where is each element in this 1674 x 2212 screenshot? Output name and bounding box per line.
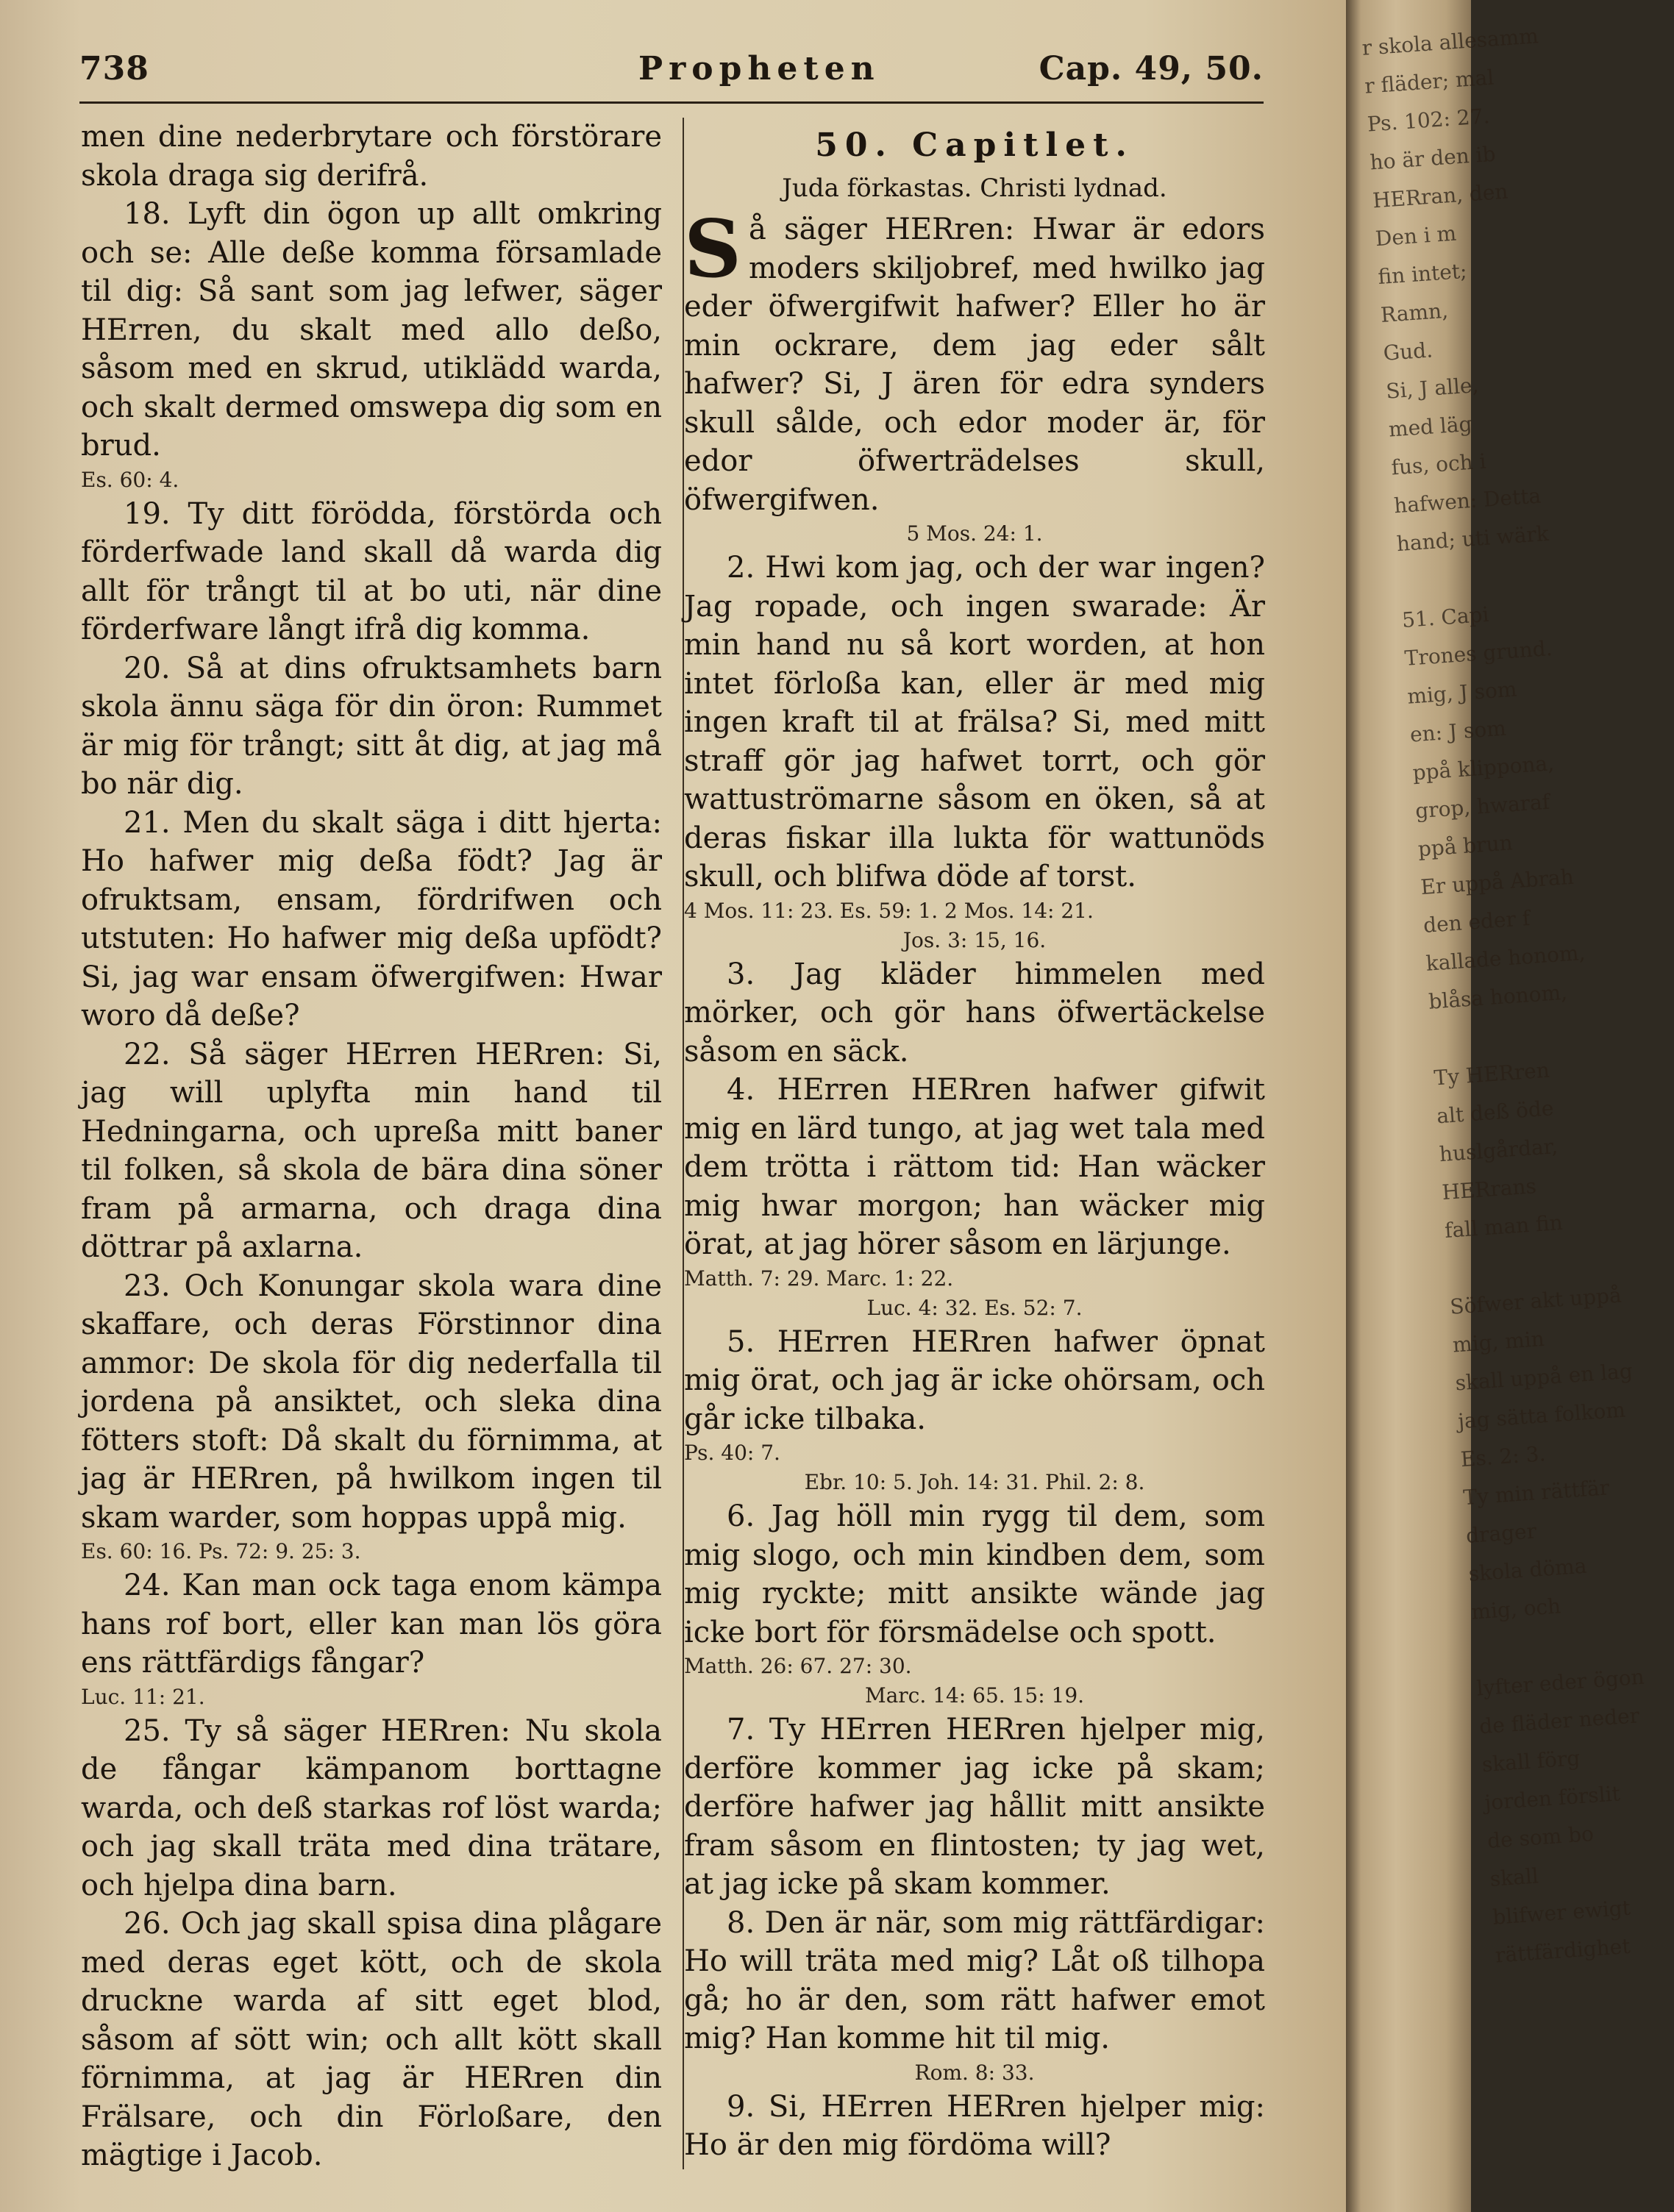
verse: 19. Ty ditt förödda, förstörda och förderfwade land skall då warda dig allt för trångt til at bo uti, när dine förderfware långt ifrå dig komma. <box>81 496 662 646</box>
verse: 18. Lyft din ögon up allt omkring och se: Alle deße komma församlade til dig: Så sant som jag lefwer, säger HErren, du skalt med allo deßo, såsom med en skrud, utiklädd warda, och skalt dermed omswepa dig som en brud. <box>81 197 662 463</box>
verse: 6. Jag höll min rygg til dem, som mig slogo, och min kindben dem, som mig ryckte; mitt ansikte wände jag icke bort för försmädelse och spott. <box>684 1499 1265 1649</box>
verse: 4. HErren HERren hafwer gifwit mig en lärd tungo, at jag wet tala med dem trötta i rättom tid: Han wäcker mig hwar morgon; han wäcker mig örat, at jag hörer såsom en lärjunge. <box>684 1073 1265 1261</box>
cross-reference: Luc. 4: 32. Es. 52: 7. <box>866 1295 1083 1320</box>
cross-reference: Luc. 11: 21. <box>81 1684 205 1709</box>
verse: 7. Ty HErren HERren hjelper mig, derföre kommer jag icke på skam; derföre hafwer jag hållit mitt ansikte fram såsom en flintosten; ty jag wet, at jag icke på skam kommer. <box>684 1713 1265 1901</box>
cross-reference: Ps. 40: 7. <box>684 1441 780 1465</box>
drop-cap: S <box>684 203 741 296</box>
cross-reference: 4 Mos. 11: 23. Es. 59: 1. 2 Mos. 14: 21. <box>684 898 1094 923</box>
running-head <box>79 46 1264 97</box>
cross-reference: Ebr. 10: 5. Joh. 14: 31. Phil. 2: 8. <box>804 1470 1145 1494</box>
chapter-opening-verse <box>684 203 1265 519</box>
verse: 25. Ty så säger HERren: Nu skola de fångar kämpanom borttagne warda, och deß starkas rof löst warda; och jag skall träta med dina trätare, och hjelpa dina barn. <box>81 1713 662 1902</box>
facing-page-fragment: r skola allesamm r fläder; mal Ps. 102: 27. ho är den ib HERran, den Den i m fin intet; Ramn, Gud. Si, J alle, med läg fus, och i hafwen: Detta hand; uti wärk 51. Capi Trones grund. mig, J som en: J som ppå klippona, grop, hwaraf ppå brun Er uppå Abrah den eder f kallade honom, blåsa honom, Ty HERren alt deß öde huslgårdar, HERrans fall man fin Söfwer akt uppå mig, min skall uppå en lag jag sätta folkom Es. 2: 3. Ty min rättfär drager skola döma mig, och lyfter eder ögon de fläder neder skall förg jorden förslit de som bo skall blifwer ewigt rättfärdighet <box>1361 24 1645 1968</box>
verse: 8. Den är när, som mig rättfärdigar: Ho will träta med mig? Låt oß tilhopa gå; ho är den, som rätt hafwer emot mig? Han komme hit til mig. <box>684 1905 1265 2055</box>
cross-reference: Rom. 8: 33. <box>914 2060 1035 2085</box>
left-column <box>81 118 662 2175</box>
verse: 26. Och jag skall spisa dina plågare med deras eget kött, och de skola druckne warda af sitt eget blod, såsom af sött win; och allt kött skall förnimma, at jag är HERren din Frälsare, och din Förloßare, den mägtige i Jacob. <box>81 1907 662 2172</box>
verse: 9. Si, HErren HERren hjelper mig: Ho är den mig fördöma will? <box>684 2089 1265 2162</box>
verse: 23. Och Konungar skola wara dine skaffare, och deras Förstinnor dina ammor: De skola för dig nederfalla til jordena på ansiktet, och sleka dina fötters stoft: Då skalt du förnimma, at jag är HERren, på hwilkom ingen til skam warder, som hoppas uppå mig. <box>81 1269 662 1535</box>
verse: 20. Så at dins ofruktsamhets barn skola ännu säga för din öron: Rummet är mig för trångt; sitt åt dig, at jag må bo när dig. <box>81 651 662 801</box>
chapter-range: Cap. 49, 50. <box>1039 50 1264 88</box>
verse: 3. Jag kläder himmelen med mörker, och gör hans öfwertäckelse såsom en säck. <box>684 957 1265 1068</box>
cross-reference: Es. 60: 4. <box>81 467 179 492</box>
chapter-title: 50. Capitlet. <box>815 126 1134 164</box>
right-column-items <box>684 519 1265 2165</box>
cross-reference: Es. 60: 16. Ps. 72: 9. 25: 3. <box>81 1539 361 1563</box>
verse: 2. Hwi kom jag, och der war ingen? Jag ropade, och ingen swarade: Är min hand nu så kort worden, at hon intet förloßa kan, eller är med mig ingen kraft til at frälsa? Si, med mitt straff gör jag hafwet torrt, och gör wattuströmarne såsom en öken, så at deras fiskar illa lukta för wattunöds skull, och blifwa döde af torst. <box>684 551 1265 893</box>
verse-continuation: men dine nederbrytare och förstörare skola draga sig derifrå. <box>81 120 662 193</box>
cross-reference: Jos. 3: 15, 16. <box>902 927 1047 952</box>
header-rule <box>79 101 1264 104</box>
opening-verse-text: å säger HERren: Hwar är edors moders skiljobref, med hwilko jag eder öfwergifwit hafwer? Eller ho är min ockrare, dem jag eder sålt hafwer? Si, J ären för edra synders skull sålde, och edor moder är, för edor öfwerträdelses skull, öfwergifwen. <box>684 213 1265 517</box>
right-column <box>684 118 1265 2165</box>
chapter-summary: Juda förkastas. Christi lydnad. <box>782 174 1167 203</box>
book-title: Propheten <box>638 50 880 88</box>
cross-reference: Marc. 14: 65. 15: 19. <box>864 1683 1085 1708</box>
verse: 24. Kan man ock taga enom kämpa hans rof bort, eller kan man lös göra ens rättfärdigs fångar? <box>81 1569 662 1680</box>
facing-page-edge <box>1346 0 1645 2212</box>
cross-reference: 5 Mos. 24: 1. <box>906 521 1043 546</box>
cross-reference: Matth. 26: 67. 27: 30. <box>684 1654 912 1678</box>
verse: 5. HErren HERren hafwer öpnat mig örat, och jag är icke ohörsam, och går icke tilbaka. <box>684 1324 1265 1436</box>
page-number: 738 <box>79 50 149 88</box>
verse: 21. Men du skalt säga i ditt hjerta: Ho hafwer mig deßa födt? Jag är ofruktsam, ensam, fördrifwen och utstuten: Ho hafwer mig deßa upfödt? Si, jag war ensam öfwergifwen: Hwar woro då deße? <box>81 805 662 1032</box>
cross-reference: Matth. 7: 29. Marc. 1: 22. <box>684 1266 954 1291</box>
verse: 22. Så säger HErren HERren: Si, jag will uplyfta min hand til Hedningarna, och upreßa mitt baner til folken, så skola de bära dina söner fram på armarna, och draga dina döttrar på axlarna. <box>81 1037 662 1264</box>
